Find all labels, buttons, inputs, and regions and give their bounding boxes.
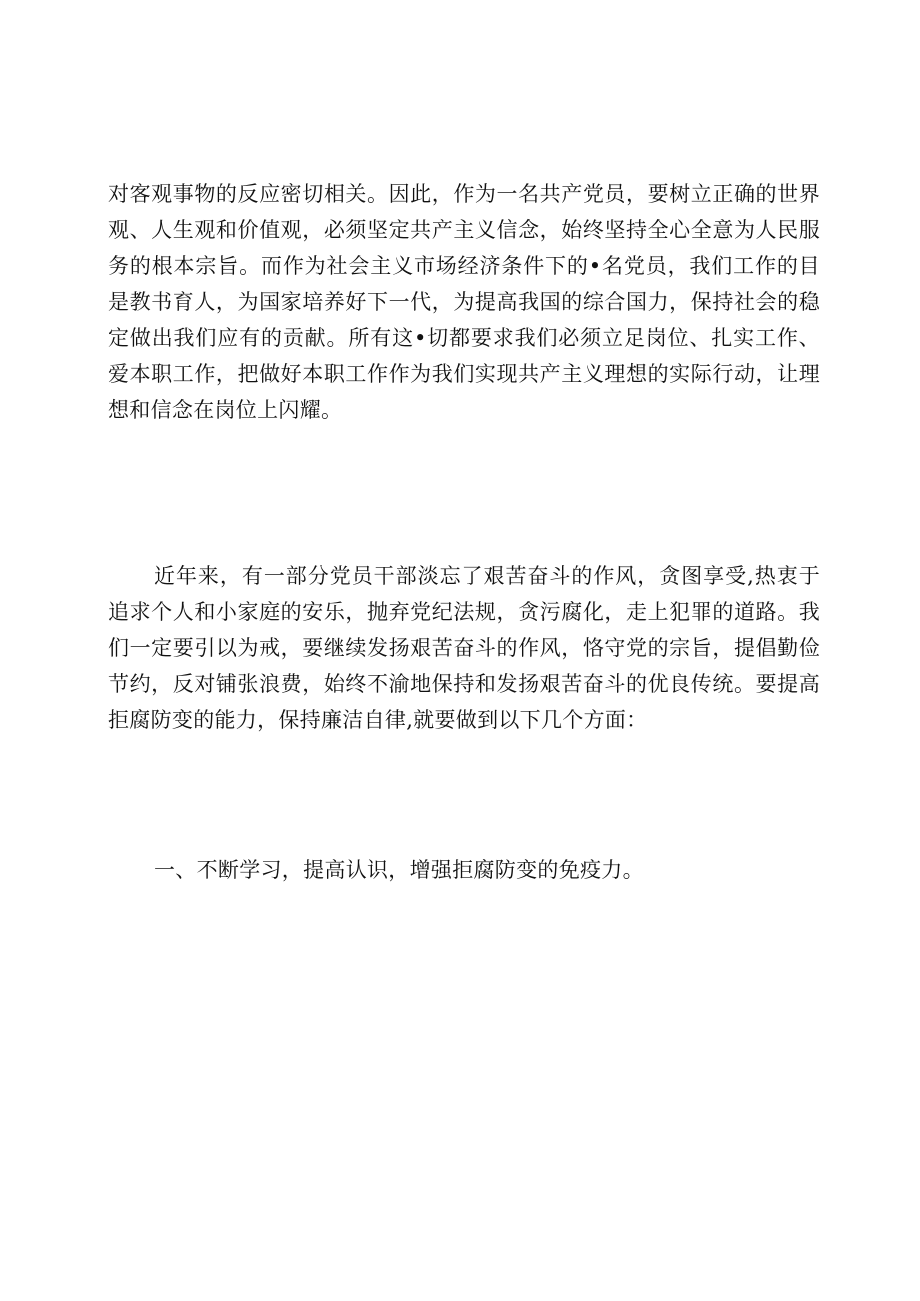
paragraph-line: 务的根本宗旨。而作为社会主义市场经济条件下的•名党员，我们工作的目	[108, 254, 820, 278]
paragraph-line: 观、人生观和价值观，必须坚定共产主义信念，始终坚持全心全意为人民服	[108, 218, 820, 242]
paragraph-line: 对客观事物的反应密切相关。因此，作为一名共产党员，要树立正确的世界	[108, 182, 820, 206]
paragraph-line: 是教书育人，为国家培养好下一代，为提高我国的综合国力，保持社会的稳	[108, 290, 820, 314]
paragraph-line: 节约，反对铺张浪费，始终不渝地保持和发扬艰苦奋斗的优良传统。要提高	[108, 672, 820, 696]
heading-line: 一、不断学习，提高认识，增强拒腐防变的免疫力。	[154, 858, 644, 882]
paragraph-1	[108, 176, 820, 428]
paragraph-line: 们一定要引以为戒，要继续发扬艰苦奋斗的作风，恪守党的宗旨，提倡勤俭	[108, 636, 820, 660]
section-heading	[108, 852, 820, 888]
paragraph-line: 拒腐防变的能力，保持廉洁自律,就要做到以下几个方面：	[108, 708, 648, 732]
paragraph-line: 爱本职工作，把做好本职工作作为我们实现共产主义理想的实际行动，让理	[108, 362, 820, 386]
paragraph-line: 近年来，有一部分党员干部淡忘了艰苦奋斗的作风，贪图享受,热衷于	[154, 564, 820, 588]
paragraph-line: 定做出我们应有的贡献。所有这•切都要求我们必须立足岗位、扎实工作、	[108, 326, 820, 350]
paragraph-line: 追求个人和小家庭的安乐，抛弃党纪法规，贪污腐化，走上犯罪的道路。我	[108, 600, 820, 624]
paragraph-line: 想和信念在岗位上闪耀。	[108, 398, 343, 422]
paragraph-2	[108, 558, 820, 738]
